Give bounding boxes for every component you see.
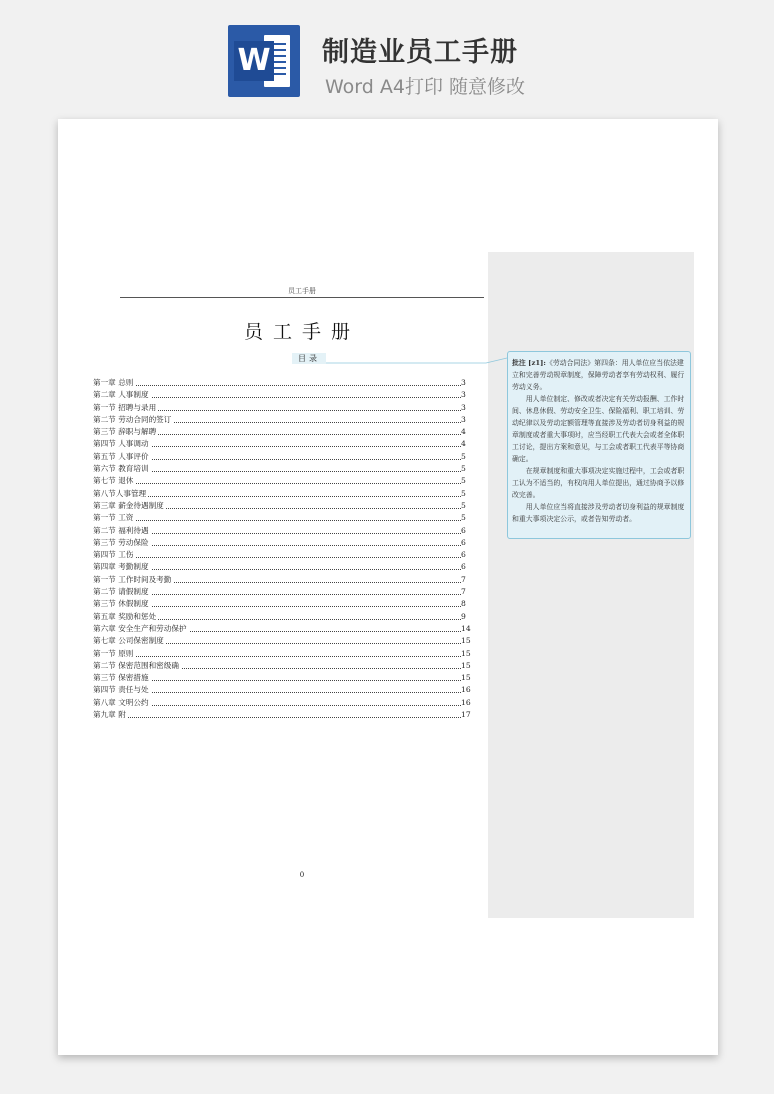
toc-entry-page: 5 <box>461 512 473 524</box>
toc-entry-label: 第六章 安全生产和劳动保护 <box>93 623 189 635</box>
toc-entry-label: 第一节 招聘与录用 <box>93 402 158 414</box>
header-rule <box>120 297 484 298</box>
toc-entry[interactable] <box>93 475 473 487</box>
comment-connector <box>326 358 507 364</box>
toc-entry-page: 5 <box>461 488 473 500</box>
document-page <box>58 119 718 1055</box>
toc-entry-label: 第三节 劳动保险 <box>93 537 151 549</box>
toc-entry[interactable] <box>93 598 473 610</box>
toc-entry-label: 第二节 劳动合同的签订 <box>93 414 173 426</box>
toc-entry[interactable] <box>93 463 473 475</box>
comment-paragraph <box>512 501 686 525</box>
toc-leader-dots <box>93 496 461 497</box>
toc-entry[interactable] <box>93 611 473 623</box>
toc-entry-page: 6 <box>461 549 473 561</box>
comment-text: 《劳动合同法》第四条：用人单位应当依法建立和完善劳动规章制度，保障劳动者享有劳动权利、履行劳动义务。 <box>512 359 685 391</box>
toc-entry-page: 4 <box>461 438 473 450</box>
toc-entry-label: 第二节 福利待遇 <box>93 525 151 537</box>
toc-entry[interactable] <box>93 377 473 389</box>
toc-entry-page: 4 <box>461 426 473 438</box>
page-number: 0 <box>299 871 305 879</box>
toc-entry-page: 8 <box>461 598 473 610</box>
toc-leader-dots <box>93 483 461 484</box>
toc-entry[interactable] <box>93 697 473 709</box>
toc-entry[interactable] <box>93 549 473 561</box>
toc-entry-label: 第一章 总则 <box>93 377 135 389</box>
toc-entry[interactable] <box>93 648 473 660</box>
toc-entry[interactable] <box>93 451 473 463</box>
toc-entry[interactable] <box>93 635 473 647</box>
toc-entry-page: 5 <box>461 463 473 475</box>
toc-entry[interactable] <box>93 438 473 450</box>
toc-entry[interactable] <box>93 709 473 721</box>
toc-entry[interactable] <box>93 561 473 573</box>
toc-entry-label: 第三章 薪金待遇制度 <box>93 500 166 512</box>
toc-entry-page: 6 <box>461 525 473 537</box>
toc-entry-label: 第一节 工资 <box>93 512 135 524</box>
toc-entry-page: 7 <box>461 586 473 598</box>
comment-bubble[interactable] <box>507 351 691 539</box>
toc-entry-page: 7 <box>461 574 473 586</box>
toc-entry-page: 15 <box>461 672 473 684</box>
toc-entry-page: 3 <box>461 377 473 389</box>
toc-entry-page: 3 <box>461 402 473 414</box>
document-title: 员工手册 <box>243 321 360 343</box>
logo-letter: W <box>234 41 274 81</box>
comment-text: 用人单位应当将直接涉及劳动者切身利益的规章制度和重大事项决定公示，或者告知劳动者。 <box>512 503 685 523</box>
toc-leader-dots <box>93 656 461 657</box>
toc-entry[interactable] <box>93 537 473 549</box>
toc-entry-label: 第五节 人事评价 <box>93 451 151 463</box>
toc-entry-label: 第五章 奖励和惩处 <box>93 611 158 623</box>
toc-entry-label: 第四节 工伤 <box>93 549 135 561</box>
toc-entry-page: 9 <box>461 611 473 623</box>
toc-entry-label: 第二节 保密范围和密级确 <box>93 660 181 672</box>
toc-entry-label: 第七章 公司保密制度 <box>93 635 166 647</box>
toc-entry-label: 第四章 考勤制度 <box>93 561 151 573</box>
toc-entry-label: 第三节 保密措施 <box>93 672 151 684</box>
toc-entry[interactable] <box>93 525 473 537</box>
toc-entry-page: 5 <box>461 475 473 487</box>
table-of-contents <box>93 377 473 721</box>
toc-entry-label: 第八章 文明公约 <box>93 697 151 709</box>
toc-entry-label: 第二章 人事制度 <box>93 389 151 401</box>
toc-leader-dots <box>93 385 461 386</box>
toc-entry-label: 第四节 责任与处 <box>93 684 151 696</box>
toc-entry-label: 第六节 教育培训 <box>93 463 151 475</box>
toc-entry[interactable] <box>93 414 473 426</box>
toc-heading: 目录 <box>292 353 326 364</box>
toc-entry[interactable] <box>93 426 473 438</box>
comment-paragraph <box>512 357 686 393</box>
toc-leader-dots <box>93 557 461 558</box>
toc-entry-label: 第三节 休假制度 <box>93 598 151 610</box>
comment-text: 在规章制度和重大事项决定实施过程中，工会或者职工认为不适当的，有权向用人单位提出，通过协商予以修改完善。 <box>512 467 685 499</box>
toc-entry-label: 第四节 人事调动 <box>93 438 151 450</box>
toc-entry-page: 14 <box>461 623 473 635</box>
toc-entry[interactable] <box>93 623 473 635</box>
toc-entry-label: 第一节 工作时间及考勤 <box>93 574 173 586</box>
toc-entry-page: 16 <box>461 697 473 709</box>
toc-entry-page: 6 <box>461 537 473 549</box>
banner-title: 制造业员工手册 <box>322 37 518 68</box>
toc-entry-page: 5 <box>461 451 473 463</box>
toc-entry-label: 第九章 附 <box>93 709 128 721</box>
toc-entry-page: 3 <box>461 389 473 401</box>
toc-entry-label: 第七节 退休 <box>93 475 135 487</box>
toc-entry-page: 16 <box>461 684 473 696</box>
toc-entry-page: 15 <box>461 648 473 660</box>
toc-entry-label: 第三节 辞职与解聘 <box>93 426 158 438</box>
toc-entry-page: 15 <box>461 635 473 647</box>
comment-text: 用人单位制定、修改或者决定有关劳动报酬、工作时间、休息休假、劳动安全卫生、保险福利、职工培训、劳动纪律以及劳动定额管理等直接涉及劳动者切身利益的规章制度或者重大事项时，应当经职工代表大会或者全体职工讨论，提出方案和意见，与工会或者职工代表平等协商确定。 <box>512 395 685 463</box>
toc-leader-dots <box>93 520 461 521</box>
toc-entry[interactable] <box>93 512 473 524</box>
banner <box>0 0 774 118</box>
running-head: 员工手册 <box>288 287 316 295</box>
toc-entry-label: 第二节 请假制度 <box>93 586 151 598</box>
toc-entry[interactable] <box>93 684 473 696</box>
toc-entry-page: 5 <box>461 500 473 512</box>
toc-entry[interactable] <box>93 389 473 401</box>
toc-entry[interactable] <box>93 672 473 684</box>
comment-paragraph <box>512 393 686 465</box>
toc-entry-label: 第八节人事管理 <box>93 488 148 500</box>
toc-entry[interactable] <box>93 574 473 586</box>
toc-entry-page: 3 <box>461 414 473 426</box>
banner-subtitle: Word A4打印 随意修改 <box>325 76 526 98</box>
comment-author-tag: 批注 [z1]: <box>512 359 546 367</box>
toc-entry[interactable] <box>93 488 473 500</box>
comment-paragraph <box>512 465 686 501</box>
toc-entry-page: 15 <box>461 660 473 672</box>
toc-entry[interactable] <box>93 660 473 672</box>
toc-entry[interactable] <box>93 402 473 414</box>
toc-entry[interactable] <box>93 586 473 598</box>
toc-entry-label: 第一节 原则 <box>93 648 135 660</box>
word-logo-icon <box>228 25 300 97</box>
toc-entry[interactable] <box>93 500 473 512</box>
toc-entry-page: 17 <box>461 709 473 721</box>
toc-entry-page: 6 <box>461 561 473 573</box>
toc-leader-dots <box>93 717 461 718</box>
